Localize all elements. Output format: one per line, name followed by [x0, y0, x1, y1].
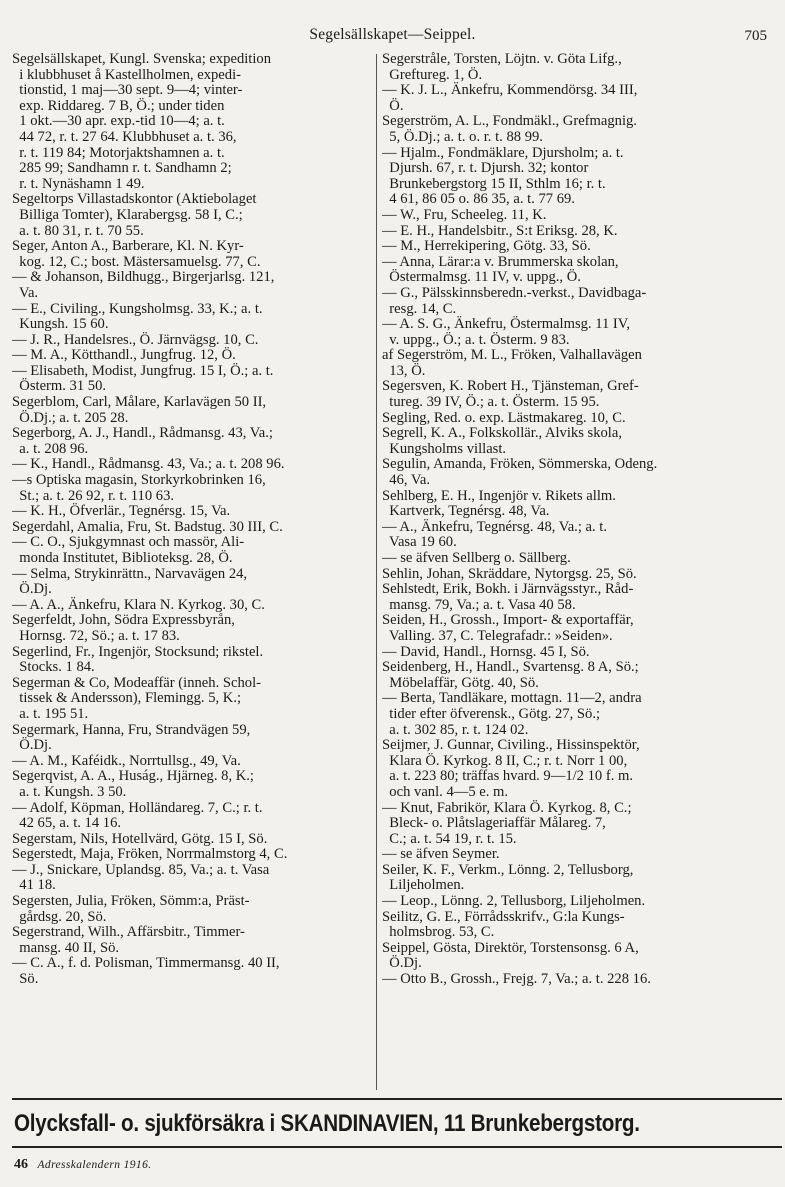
directory-entry-line: Va. [12, 284, 39, 301]
directory-entry-line: 13, Ö. [382, 362, 426, 379]
advertisement-bottom-rule [12, 1146, 782, 1148]
directory-entry-line: kog. 12, C.; bost. Mästersamuelsg. 77, C. [12, 253, 261, 270]
directory-entry-line: 41 18. [12, 877, 56, 894]
directory-entry-line: — Selma, Strykinrättn., Narvavägen 24, [12, 565, 248, 582]
directory-entry-line: Liljeholmen. [382, 877, 465, 894]
directory-entry-line: Segerstrand, Wilh., Affärsbitr., Timmer- [12, 924, 245, 941]
directory-entry-line: mansg. 79, Va.; a. t. Vasa 40 58. [382, 596, 576, 613]
directory-entry-line: — Berta, Tandläkare, mottagn. 11—2, andra [382, 690, 642, 707]
directory-entry-line: Seger, Anton A., Barberare, Kl. N. Kyr- [12, 238, 244, 255]
directory-entry-line: Segerqvist, A. A., Huság., Hjärneg. 8, K.; [12, 768, 254, 785]
directory-entry-line: Segersven, K. Robert H., Tjänsteman, Gref- [382, 378, 639, 395]
directory-entry-line: — Otto B., Grossh., Frejg. 7, Va.; a. t. 228 16. [382, 971, 651, 988]
directory-entry-line: — A., Änkefru, Tegnérsg. 48, Va.; a. t. [382, 518, 608, 535]
directory-entry-line: — Adolf, Köpman, Holländareg. 7, C.; r. t. [12, 799, 263, 816]
directory-entry-line: Ö.Dj. [12, 737, 52, 754]
directory-entry-line: Sö. [12, 971, 39, 988]
column-divider [376, 54, 377, 1090]
directory-entry-line: Segerlind, Fr., Ingenjör, Stocksund; rikstel. [12, 643, 264, 660]
directory-entry-line: Segerstråle, Torsten, Löjtn. v. Göta Lifg., [382, 52, 622, 67]
directory-entry-line: Segelsällskapet, Kungl. Svenska; expedition [12, 52, 271, 67]
directory-entry-line: Segerström, A. L., Fondmäkl., Grefmagnig. [382, 113, 637, 130]
directory-entry-line: 1 okt.—30 apr. exp.-tid 10—4; a. t. [12, 113, 225, 130]
directory-entry-line: — Elisabeth, Modist, Jungfrug. 15 I, Ö.; a. t. [12, 362, 274, 379]
directory-entry-line: 5, Ö.Dj.; a. t. o. r. t. 88 99. [382, 128, 543, 145]
directory-entry-line: tider efter öfverensk., Götg. 27, Sö.; [382, 705, 601, 722]
directory-entry-line: — se äfven Seymer. [382, 846, 500, 863]
directory-entry-line: — W., Fru, Scheeleg. 11, K. [382, 206, 547, 223]
directory-entry-line: mansg. 40 II, Sö. [12, 939, 120, 956]
directory-entry-line: a. t. 223 80; träffas hvard. 9—1/2 10 f. m. [382, 768, 634, 785]
directory-entry-line: holmsbrog. 53, C. [382, 924, 495, 941]
directory-entry-line: 42 65, a. t. 14 16. [12, 815, 122, 832]
directory-entry-line: gårdsg. 20, Sö. [12, 908, 107, 925]
directory-entry-line: Seilitz, G. E., Förrådsskrifv., G:la Kungs- [382, 908, 625, 925]
directory-entry-line: v. uppg., Ö.; a. t. Österm. 9 83. [382, 331, 570, 348]
directory-entry-line: r. t. Nynäshamn 1 49. [12, 175, 145, 192]
directory-entry-line: Segerstam, Nils, Hotellvärd, Götg. 15 I, Sö. [12, 830, 268, 847]
directory-entry-line: Segerfeldt, John, Södra Expressbyrån, [12, 612, 235, 629]
directory-entry-line: Bleck- o. Plåtslageriaffär Målareg. 7, [382, 815, 606, 832]
directory-entry-line: tionstid, 1 maj—30 sept. 9—4; vinter- [12, 82, 243, 99]
running-head: Segelsällskapet—Seippel. [309, 26, 476, 43]
directory-entry-line: a. t. 302 85, r. t. 124 02. [382, 721, 529, 738]
directory-entry-line: St.; a. t. 26 92, r. t. 110 63. [12, 487, 175, 504]
directory-entry-line: a. t. Kungsh. 3 50. [12, 783, 127, 800]
directory-entry-line: — C. O., Sjukgymnast och massör, Ali- [12, 534, 245, 551]
directory-entry-line: tureg. 39 IV, Ö.; a. t. Österm. 15 95. [382, 394, 600, 411]
directory-entry-line: Segeltorps Villastadskontor (Aktiebolaget [12, 191, 257, 208]
directory-entry-line: Seiler, K. F., Verkm., Lönng. 2, Tellusborg, [382, 861, 634, 878]
directory-entry-line: — se äfven Sellberg o. Sällberg. [382, 550, 571, 566]
directory-entry-line: Sehlin, Johan, Skräddare, Nytorgsg. 25, Sö. [382, 565, 637, 582]
directory-entry-line: Kungsh. 15 60. [12, 316, 109, 333]
directory-entry-line: Seippel, Gösta, Direktör, Torstensonsg. 6 A, [382, 939, 639, 956]
directory-entry-line: Sehlstedt, Erik, Bokh. i Järnvägsstyr., Råd- [382, 581, 634, 598]
directory-entry-line: r. t. 119 84; Motorjaktshamnen a. t. [12, 144, 225, 161]
advertisement-banner: Olycksfall- o. sjukförsäkra i SKANDINAVIEN, 11 Brunkebergstorg. [14, 1110, 640, 1137]
directory-entry-line: — Hjalm., Fondmäklare, Djursholm; a. t. [382, 144, 624, 161]
directory-entry-line: Klara Ö. Kyrkog. 8 II, C.; r. t. Norr 1 00, [382, 752, 628, 769]
directory-entry-line: 44 72, r. t. 27 64. Klubbhuset a. t. 36, [12, 128, 237, 145]
directory-entry-line: a. t. 80 31, r. t. 70 55. [12, 222, 144, 239]
directory-entry-line: — A. M., Kaféidk., Norrtullsg., 49, Va. [12, 752, 241, 769]
directory-entry-line: Segrell, K. A., Folkskollär., Alviks skola, [382, 425, 622, 442]
directory-entry-line: — K., Handl., Rådmansg. 43, Va.; a. t. 208 96. [12, 456, 285, 473]
directory-entry-line: exp. Riddareg. 7 B, Ö.; under tiden [12, 97, 225, 114]
directory-entry-line: Stocks. 1 84. [12, 659, 95, 676]
directory-entry-line: af Segerström, M. L., Fröken, Valhallavägen [382, 347, 642, 364]
directory-entry-line: — K. J. L., Änkefru, Kommendörsg. 34 III, [382, 82, 638, 99]
directory-entry-line: i klubbhuset å Kastellholmen, expedi- [12, 66, 241, 83]
advertisement-top-rule [12, 1098, 782, 1100]
directory-entry-line: — A. A., Änkefru, Klara N. Kyrkog. 30, C. [12, 596, 265, 613]
directory-entry-line: Seidenberg, H., Handl., Svartensg. 8 A, Sö.; [382, 659, 639, 676]
directory-entry-line: Sehlberg, E. H., Ingenjör v. Rikets allm. [382, 487, 616, 504]
directory-entry-line: — Knut, Fabrikör, Klara Ö. Kyrkog. 8, C.; [382, 799, 632, 816]
directory-entry-line: — K. H., Öfverlär., Tegnérsg. 15, Va. [12, 503, 231, 520]
directory-entry-line: Segerborg, A. J., Handl., Rådmansg. 43, Va.; [12, 425, 273, 442]
directory-entry-line: Brunkebergstorg 15 II, Sthlm 16; r. t. [382, 175, 606, 192]
directory-entry-line: Hornsg. 72, Sö.; a. t. 17 83. [12, 627, 180, 644]
directory-entry-line: —s Optiska magasin, Storkyrkobrinken 16, [12, 472, 266, 489]
directory-entry-line: 285 99; Sandhamn r. t. Sandhamn 2; [12, 160, 232, 177]
directory-entry-line: Billiga Tomter), Klarabergsg. 58 I, C.; [12, 206, 243, 223]
directory-entry-line: Österm. 31 50. [12, 378, 107, 395]
directory-entry-line: Segerman & Co, Modeaffär (inneh. Schol- [12, 674, 261, 691]
directory-entry-line: — J. R., Handelsres., Ö. Järnvägsg. 10, C. [12, 331, 259, 348]
directory-entry-line: a. t. 208 96. [12, 440, 89, 457]
directory-entry-line: resg. 14, C. [382, 300, 457, 317]
directory-entry-line: Ö.Dj.; a. t. 205 28. [12, 409, 129, 426]
directory-entry-line: Segling, Red. o. exp. Lästmakareg. 10, C. [382, 409, 626, 426]
directory-entry-line: Segerstedt, Maja, Fröken, Norrmalmstorg 4, C. [12, 846, 288, 863]
directory-entry-line: — C. A., f. d. Polisman, Timmermansg. 40 II, [12, 955, 280, 972]
directory-entry-line: monda Institutet, Biblioteksg. 28, Ö. [12, 550, 233, 566]
directory-entry-line: a. t. 195 51. [12, 705, 89, 722]
directory-entry-line: Segermark, Hanna, Fru, Strandvägen 59, [12, 721, 251, 738]
directory-entry-line: C.; a. t. 54 19, r. t. 15. [382, 830, 517, 847]
directory-entry-line: Ö.Dj. [382, 955, 422, 972]
left-column [12, 52, 374, 988]
directory-entry-line: Kartverk, Tegnérsg. 48, Va. [382, 503, 550, 520]
directory-entry-line: — M. A., Kötthandl., Jungfrug. 12, Ö. [12, 347, 236, 364]
page-footer [14, 1157, 152, 1173]
directory-entry-line: Seiden, H., Grossh., Import- & exportaffär, [382, 612, 634, 629]
directory-entry-line: — A. S. G., Änkefru, Östermalmsg. 11 IV, [382, 316, 631, 333]
directory-entry-line: Seijmer, J. Gunnar, Civiling., Hissinspektör, [382, 737, 640, 754]
directory-entry-line: — & Johanson, Bildhugg., Birgerjarlsg. 121, [12, 269, 275, 286]
directory-entry-line: 46, Va. [382, 472, 430, 489]
directory-entry-line: Segersten, Julia, Fröken, Sömm:a, Präst- [12, 893, 250, 910]
directory-entry-line: — J., Snickare, Uplandsg. 85, Va.; a. t. Vasa [12, 861, 270, 878]
directory-entry-line: Kungsholms villast. [382, 440, 507, 457]
directory-entry-line: — Anna, Lärar:a v. Brummerska skolan, [382, 253, 619, 270]
directory-entry-line: Möbelaffär, Götg. 40, Sö. [382, 674, 539, 691]
directory-entry-line: och vanl. 4—5 e. m. [382, 783, 509, 800]
right-column [382, 52, 780, 988]
directory-entry-line: Ö.Dj. [12, 581, 52, 598]
directory-entry-line: Östermalmsg. 11 IV, v. uppg., Ö. [382, 269, 581, 286]
directory-entry-line: — E., Civiling., Kungsholmsg. 33, K.; a. t. [12, 300, 263, 317]
directory-entry-line: 4 61, 86 05 o. 86 35, a. t. 77 69. [382, 191, 575, 208]
directory-entry-line: Segerblom, Carl, Målare, Karlavägen 50 II, [12, 394, 267, 411]
directory-entry-line: — David, Handl., Hornsg. 45 I, Sö. [382, 643, 590, 660]
directory-entry-line: Ö. [382, 97, 404, 114]
footer-publication: Adresskalendern 1916. [37, 1159, 152, 1171]
directory-entry-line: Djursh. 67, r. t. Djursh. 32; kontor [382, 160, 589, 177]
footer-page-marker: 46 [14, 1157, 28, 1172]
directory-entry-line: Greftureg. 1, Ö. [382, 66, 483, 83]
directory-entry-line: — M., Herrekipering, Götg. 33, Sö. [382, 238, 591, 255]
directory-entry-line: Segulin, Amanda, Fröken, Sömmerska, Odeng. [382, 456, 658, 473]
directory-entry-line: — E. H., Handelsbitr., S:t Eriksg. 28, K. [382, 222, 618, 239]
page-number: 705 [744, 28, 767, 44]
directory-entry-line: tissek & Andersson), Flemingg. 5, K.; [12, 690, 242, 707]
directory-entry-line: Vasa 19 60. [382, 534, 457, 551]
directory-entry-line: Segerdahl, Amalia, Fru, St. Badstug. 30 III, C. [12, 518, 283, 535]
directory-entry-line: — Leop., Lönng. 2, Tellusborg, Liljeholmen. [382, 893, 646, 910]
directory-entry-line: Valling. 37, C. Telegrafadr.: »Seiden». [382, 627, 613, 644]
directory-entry-line: — G., Pälsskinnsberedn.-verkst., Davidbaga- [382, 284, 647, 301]
